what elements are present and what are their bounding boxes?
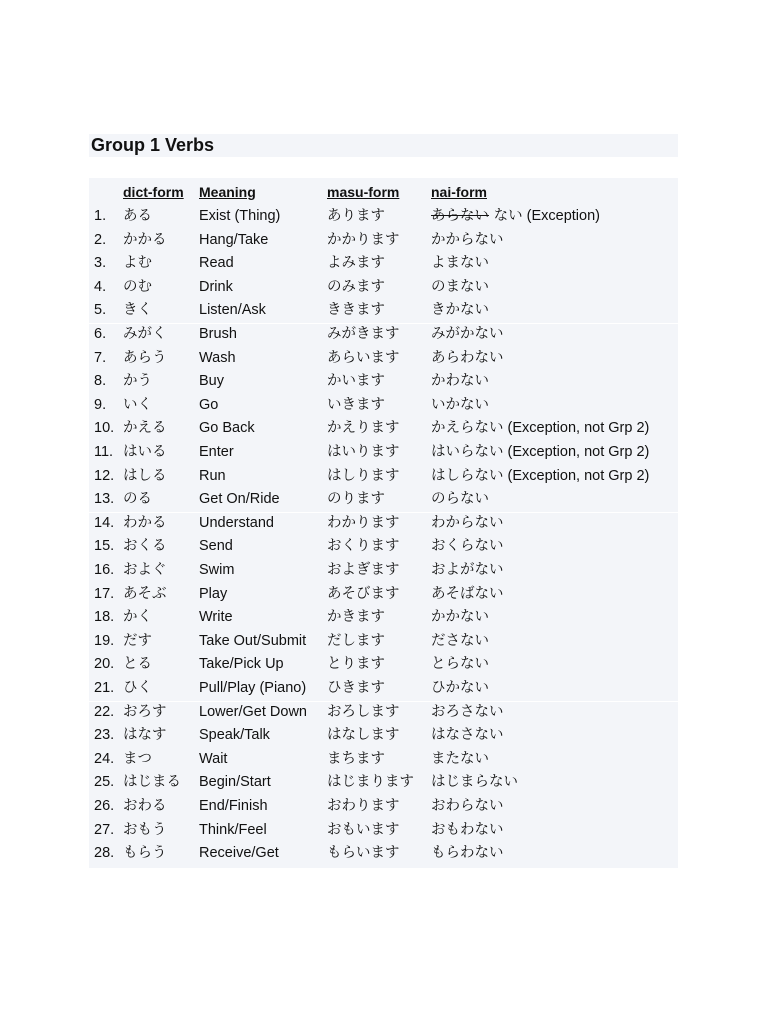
row-number: 10. [94, 420, 115, 437]
masu-form-cell: あらいます [327, 349, 400, 366]
meaning-cell: Speak/Talk [199, 727, 270, 744]
masu-form-cell: かいます [327, 373, 385, 390]
row-number: 16. [94, 562, 115, 578]
dict-form-cell: はじまる [123, 774, 181, 791]
nai-form-cell [431, 842, 504, 866]
masu-form-cell: かきます [327, 609, 385, 626]
masu-form-cell: かえります [327, 420, 400, 437]
masu-form-cell: みがきます [327, 326, 400, 342]
row-number: 26. [94, 798, 115, 814]
dict-form-cell: まつ [123, 750, 152, 767]
masu-form-cell: あそびます [327, 585, 400, 602]
nai-form-value: のらない [431, 491, 489, 508]
table-row [89, 394, 678, 418]
dict-form-cell: おくる [123, 538, 167, 555]
meaning-cell: Listen/Ask [199, 302, 266, 319]
table-row [89, 748, 678, 772]
meaning-cell: Run [199, 467, 226, 484]
header-dict-form: dict-form [123, 184, 184, 200]
meaning-cell: Read [199, 255, 234, 272]
nai-form-value: とらない [431, 656, 489, 673]
masu-form-cell: はしります [327, 467, 400, 484]
dict-form-cell: おわる [123, 798, 167, 814]
dict-form-cell: きく [123, 302, 152, 319]
masu-form-cell: おわります [327, 798, 400, 814]
row-number: 14. [94, 514, 115, 531]
table-row [89, 370, 678, 394]
row-number: 1. [94, 208, 107, 224]
row-number: 17. [94, 585, 115, 602]
row-number: 19. [94, 632, 115, 649]
dict-form-cell: のる [123, 491, 152, 508]
dict-form-cell: みがく [123, 326, 167, 342]
table-row [89, 512, 678, 536]
dict-form-cell: とる [123, 656, 152, 673]
nai-form-value: あらわない [431, 349, 504, 366]
masu-form-cell: ききます [327, 302, 385, 319]
table-row [89, 653, 678, 677]
nai-form-value: およがない [431, 562, 504, 578]
nai-form-cell [431, 583, 504, 607]
masu-form-cell: よみます [327, 255, 385, 272]
table-row [89, 252, 678, 276]
row-number: 8. [94, 373, 107, 390]
row-number: 4. [94, 278, 107, 295]
meaning-cell: Brush [199, 326, 237, 342]
nai-form-cell [431, 771, 518, 795]
dict-form-cell: のむ [123, 278, 152, 295]
row-number: 28. [94, 845, 115, 862]
dict-form-cell: かう [123, 373, 152, 390]
nai-form-value: はじまらない [431, 774, 518, 791]
nai-form-note: (Exception, not Grp 2) [503, 444, 650, 460]
meaning-cell: Get On/Ride [199, 491, 280, 508]
nai-form-value: ださない [431, 632, 489, 649]
nai-form-cell [431, 701, 504, 725]
nai-form-value: かえらない [431, 420, 504, 437]
meaning-cell: Begin/Start [199, 774, 271, 791]
nai-form-note: (Exception, not Grp 2) [503, 467, 650, 484]
dict-form-cell: かく [123, 609, 152, 626]
meaning-cell: End/Finish [199, 798, 268, 814]
dict-form-cell: はなす [123, 727, 167, 744]
nai-form-cell [431, 252, 489, 276]
masu-form-cell: あります [327, 208, 385, 224]
nai-form-cell [431, 299, 489, 323]
table-row [89, 559, 678, 583]
nai-form-cell [431, 488, 489, 512]
nai-form-value: いかない [431, 396, 489, 413]
nai-form-value: わからない [431, 514, 504, 531]
table-row [89, 205, 678, 229]
table-row [89, 724, 678, 748]
dict-form-cell: かえる [123, 420, 167, 437]
meaning-cell: Receive/Get [199, 845, 279, 862]
header-nai-form: nai-form [431, 184, 487, 200]
row-number: 27. [94, 821, 115, 838]
masu-form-cell: かかります [327, 231, 400, 248]
table-row [89, 229, 678, 253]
nai-form-cell [431, 347, 504, 371]
table-row [89, 323, 678, 347]
nai-form-cell [431, 276, 489, 300]
nai-form-cell [431, 229, 504, 253]
nai-form-value: かかない [431, 609, 489, 626]
meaning-cell: Take/Pick Up [199, 656, 284, 673]
nai-form-cell [431, 630, 489, 654]
table-row [89, 465, 678, 489]
row-number: 20. [94, 656, 115, 673]
dict-form-cell: いく [123, 396, 152, 413]
verb-table [89, 178, 678, 868]
dict-form-cell: よむ [123, 255, 152, 272]
masu-form-cell: のみます [327, 278, 385, 295]
nai-form-cell [431, 323, 504, 347]
table-header-row [89, 180, 678, 204]
masu-form-cell: いきます [327, 396, 385, 413]
nai-form-note: (Exception, not Grp 2) [503, 420, 650, 437]
table-row [89, 417, 678, 441]
meaning-cell: Exist (Thing) [199, 208, 281, 224]
masu-form-cell: だします [327, 632, 385, 649]
table-row [89, 606, 678, 630]
masu-form-cell: おもいます [327, 821, 400, 838]
nai-form-cell [431, 370, 489, 394]
nai-form-cell [431, 819, 504, 843]
row-number: 6. [94, 326, 107, 342]
row-number: 9. [94, 396, 107, 413]
meaning-cell: Pull/Play (Piano) [199, 680, 307, 696]
nai-form-cell [431, 205, 600, 229]
table-row [89, 441, 678, 465]
masu-form-cell: およぎます [327, 562, 400, 578]
nai-form-cell [431, 441, 649, 465]
row-number: 25. [94, 774, 115, 791]
nai-form-value: のまない [431, 278, 489, 295]
nai-form-value: またない [431, 750, 489, 767]
meaning-cell: Play [199, 585, 228, 602]
nai-form-value: かわない [431, 373, 489, 390]
nai-form-value: おろさない [431, 703, 504, 720]
masu-form-cell: ひきます [327, 680, 385, 696]
row-number: 3. [94, 255, 107, 272]
nai-form-value: おくらない [431, 538, 504, 555]
meaning-cell: Lower/Get Down [199, 703, 307, 720]
table-row [89, 630, 678, 654]
table-row [89, 535, 678, 559]
row-number: 15. [94, 538, 115, 555]
table-row [89, 347, 678, 371]
nai-form-cell [431, 417, 649, 441]
row-number: 21. [94, 680, 115, 696]
table-row [89, 771, 678, 795]
meaning-cell: Take Out/Submit [199, 632, 307, 649]
meaning-cell: Swim [199, 562, 235, 578]
meaning-cell: Buy [199, 373, 224, 390]
section-title-bar [89, 134, 678, 157]
meaning-cell: Send [199, 538, 233, 555]
section-title: Group 1 Verbs [91, 135, 215, 155]
dict-form-cell: わかる [123, 514, 167, 531]
nai-form-note: (Exception) [522, 208, 600, 224]
masu-form-cell: はいります [327, 444, 400, 460]
dict-form-cell: あそぶ [123, 585, 167, 602]
dict-form-cell: あらう [123, 349, 167, 366]
dict-form-cell: はいる [123, 444, 167, 460]
nai-form-cell [431, 724, 504, 748]
masu-form-cell: とります [327, 656, 385, 673]
nai-form-struck: あらない [431, 208, 489, 224]
dict-form-cell: およぐ [123, 562, 167, 578]
nai-form-cell [431, 394, 489, 418]
dict-form-cell: ある [123, 208, 152, 224]
meaning-cell: Write [199, 609, 233, 626]
header-masu-form: masu-form [327, 184, 400, 200]
nai-form-value: ひかない [431, 680, 489, 696]
nai-form-cell [431, 677, 489, 701]
nai-form-cell [431, 465, 649, 489]
table-row [89, 488, 678, 512]
masu-form-cell: はじまります [327, 774, 414, 791]
meaning-cell: Go [199, 396, 219, 413]
row-number: 12. [94, 467, 115, 484]
row-number: 23. [94, 727, 115, 744]
nai-form-value: よまない [431, 255, 489, 272]
meaning-cell: Understand [199, 514, 274, 531]
table-row [89, 583, 678, 607]
nai-form-value: はなさない [431, 727, 504, 744]
nai-form-value: かからない [431, 231, 504, 248]
nai-form-value: おもわない [431, 821, 504, 838]
nai-form-value: はしらない [431, 467, 504, 484]
nai-form-value: はいらない [431, 444, 504, 460]
masu-form-cell: わかります [327, 514, 400, 531]
dict-form-cell: おもう [123, 821, 167, 838]
nai-form-value: みがかない [431, 326, 504, 342]
row-number: 11. [94, 444, 114, 460]
meaning-cell: Drink [199, 278, 233, 295]
dict-form-cell: ひく [123, 680, 152, 696]
meaning-cell: Wash [199, 349, 236, 366]
nai-form-cell [431, 559, 504, 583]
masu-form-cell: はなします [327, 727, 400, 744]
dict-form-cell: かかる [123, 231, 167, 248]
row-number: 5. [94, 302, 107, 319]
dict-form-cell: はしる [123, 467, 167, 484]
nai-form-value: あそばない [431, 585, 504, 602]
table-row [89, 795, 678, 819]
nai-form-cell [431, 512, 504, 536]
nai-form-value: おわらない [431, 798, 504, 814]
nai-form-value: きかない [431, 302, 489, 319]
row-number: 7. [94, 349, 107, 366]
row-number: 2. [94, 231, 107, 248]
nai-form-cell [431, 748, 489, 772]
nai-form-value: もらわない [431, 845, 504, 862]
table-row [89, 842, 678, 866]
table-row [89, 299, 678, 323]
nai-form-cell [431, 653, 489, 677]
row-number: 13. [94, 491, 115, 508]
masu-form-cell: のります [327, 491, 385, 508]
masu-form-cell: まちます [327, 750, 385, 767]
row-number: 18. [94, 609, 115, 626]
dict-form-cell: もらう [123, 845, 167, 862]
dict-form-cell: おろす [123, 703, 167, 720]
row-number: 24. [94, 750, 115, 767]
row-number: 22. [94, 703, 115, 720]
nai-form-cell [431, 535, 504, 559]
table-row [89, 677, 678, 701]
dict-form-cell: だす [123, 632, 152, 649]
masu-form-cell: もらいます [327, 845, 400, 862]
table-row [89, 819, 678, 843]
masu-form-cell: おくります [327, 538, 400, 555]
nai-form-cell [431, 795, 504, 819]
table-row [89, 276, 678, 300]
meaning-cell: Wait [199, 750, 228, 767]
meaning-cell: Enter [199, 444, 234, 460]
meaning-cell: Think/Feel [199, 821, 267, 838]
meaning-cell: Hang/Take [199, 231, 269, 248]
table-row [89, 701, 678, 725]
header-meaning: Meaning [199, 184, 256, 200]
nai-form-cell [431, 606, 489, 630]
masu-form-cell: おろします [327, 703, 400, 720]
nai-form-value: ない [489, 208, 523, 224]
meaning-cell: Go Back [199, 420, 255, 437]
